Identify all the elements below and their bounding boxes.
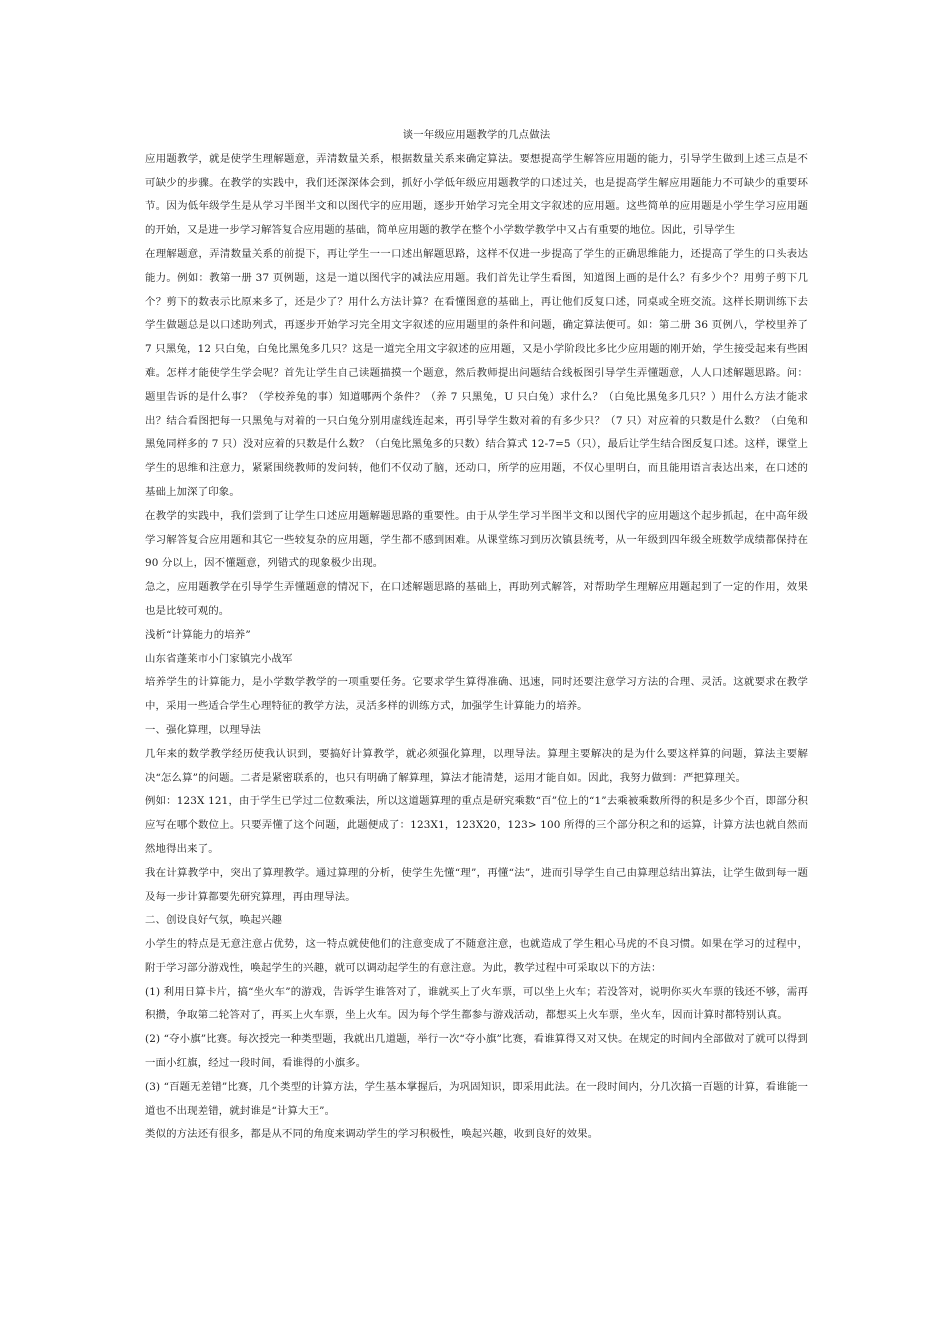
list-item-flag-contest: (2) “夺小旗”比赛。每次授完一种类型题，我就出几道题，举行一次“夺小旗”比赛，看谁算得又对又快。在规定的时间内全部做对了就可以得到一面小红旗，经过一段时间，看谁得的小旗多。 xyxy=(145,1033,808,1070)
document-title: 谈一年级应用题教学的几点做法 xyxy=(402,129,551,141)
author-line: 山东省蓬莱市小门家镇完小战军 xyxy=(145,652,293,665)
list-item-hundred-questions: (3) “百题无差错”比赛，几个类型的计算方法，学生基本掌握后，为巩固知识，即采用此法。在一段时间内，分几次搞一百题的计算，看谁能一道也不出现差错，就封谁是“计算大王”。 xyxy=(145,1080,808,1117)
paragraph-interest: 小学生的特点是无意注意占优势，这一特点就使他们的注意变成了不随意注意，也就造成了学生粗心马虎的不良习惯。如果在学习的过程中，附于学习部分游戏性，唤起学生的兴趣，就可以调动起学生的有意注意。为此，教学过程中可采取以下的方法： xyxy=(145,938,808,974)
heading-one: 一、强化算理，以理导法 xyxy=(145,723,261,736)
document-page xyxy=(145,124,808,1147)
paragraph-intro: 应用题教学，就是使学生理解题意，弄清数量关系，根据数量关系来确定算法。要想提高学生解答应用题的能力，引导学生做到上述三点是不可缺少的步骤。在教学的实践中，我们还深深体会到，抓好小学低年级应用题教学的口述过关，也是提高学生解应用题能力不可缺少的重要环节。因为低年级学生是从学习半图半文和以图代字的应用题，逐步开始学习完全用文字叙述的应用题。这些简单的应用题是小学生学习应用题的开始，又是进一步学习解答复合应用题的基础，简单应用题的教学在整个小学数学教学中又占有重要的地位。因此，引导学生 xyxy=(145,152,808,237)
paragraph-oral-thinking: 在理解题意，弄清数量关系的前提下，再让学生一一口述出解题思路，这样不仅进一步提高了学生的正确思维能力，还提高了学生的口头表达能力。例如：教第一册 37 页例题，这是一道以图代字的减法应用题。我们首先让学生看图，知道图上画的是什么？有多少个？用剪子剪下几个？剪下的数表示比原来多了，还是少了？用什么方法计算？在看懂图意的基础上，再让他们反复口述，同桌或全班交流。这样长期训练下去学生做题总是以口述助列式，再逐步开始学习完全用文字叙述的应用题里的条件和问题，确定算法便可。如：第二册 36 页例八，学校里养了 7 只黑兔，12 只白兔，白兔比黑兔多几只？这是一道完全用文字叙述的应用题，又是小学阶段比多比少应用题的刚开始，学生接受起来有些困难。怎样才能使学生学会呢？首先让学生自己读题描摸一个题意，然后教师提出问题结合线板图引导学生弄懂题意，人人口述解题思路。问：题里告诉的是什么事？（学校养兔的事）知道哪两个条件？（养 7 只黑兔，U 只白兔）求什么？（白兔比黑兔多几只？）用什么方法才能求出？结合看图把每一只黑兔与对着的一只白兔分别用虚线连起来，再引导学生数对着的有多少只？（7 只）对应着的只数是什么数？（白兔和黑兔同样多的 7 只）没对应着的只数是什么数？（白兔比黑兔多的只数）结合算式 12-7=5（只），最后让学生结合图反复口述。这样，课堂上学生的思维和注意力，紧紧围绕教师的发问转，他们不仅动了脑，还动口，所学的应用题，不仅心里明白，而且能用语言表达出来，在口述的基础上加深了印象。 xyxy=(145,247,808,498)
heading-two: 二、创设良好气氛，唤起兴趣 xyxy=(145,914,283,927)
paragraph-practice-result: 在教学的实践中，我们尝到了让学生口述应用题解题思路的重要性。由于从学生学习半图半文和以图代字的应用题这个起步抓起，在中高年级学习解答复合应用题和其它一些较复杂的应用题，学生都不感到困难。从课堂练习到历次镇县统考，从一年级到四年级全班数学成绩都保持在 90 分以上，因不懂题意，列错式的现象极少出现。 xyxy=(145,509,808,570)
paragraph-example: 例如：123X 121，由于学生已学过二位数乘法，所以这道题算理的重点是研究乘数“百”位上的“1”去乘被乘数所得的积是多少个百，即部分积应写在哪个数位上。只要弄懂了这个问题，此题便成了：123X1，123X20，123> 100 所得的三个部分积之和的运算，计算方法也就自然而然地得出来了。 xyxy=(145,795,808,855)
paragraph-calculation-intro: 培养学生的计算能力，是小学数学教学的一项重要任务。它要求学生算得准确、迅速，同时还要注意学习方法的合理、灵活。这就要求在教学中，采用一些适合学生心理特征的教学方法，灵活多样的训练方式，加强学生计算能力的培养。 xyxy=(145,676,808,713)
paragraph-reasoning: 几年来的数学教学经历使我认识到，要搞好计算教学，就必须强化算理，以理导法。算理主要解决的是为什么要这样算的问题，算法主要解决“怎么算”的问题。二者是紧密联系的，也只有明确了解算理，算法才能清楚，运用才能自如。因此，我努力做到：严把算理关。 xyxy=(145,747,808,784)
section-title-calculation: 浅析“计算能力的培养” xyxy=(145,628,251,641)
list-item-train-game: (1) 利用日算卡片，搞“坐火车”的游戏，告诉学生谁答对了，谁就买上了火车票，可以坐上火车；若没答对，说明你买火车票的钱还不够，需再积攒，争取第二轮答对了，再买上火车票，坐上火车。因为每个学生都参与游戏活动，都想买上火车票，坐火车，因而计算时都特别认真。 xyxy=(145,985,808,1022)
paragraph-conclusion: 急之，应用题教学在引导学生弄懂题意的情况下，在口述解题思路的基础上，再助列式解答，对帮助学生理解应用题起到了一定的作用，效果也是比较可观的。 xyxy=(145,581,808,617)
paragraph-closing: 类似的方法还有很多，都是从不同的角度来调动学生的学习积极性，唤起兴趣，收到良好的效果。 xyxy=(145,1128,599,1141)
paragraph-reasoning-teaching: 我在计算教学中，突出了算理教学。通过算理的分析，使学生先懂“理”，再懂“法”，进而引导学生自己由算理总结出算法，让学生做到每一题及每一步计算都要先研究算理，再由理导法。 xyxy=(145,866,808,903)
